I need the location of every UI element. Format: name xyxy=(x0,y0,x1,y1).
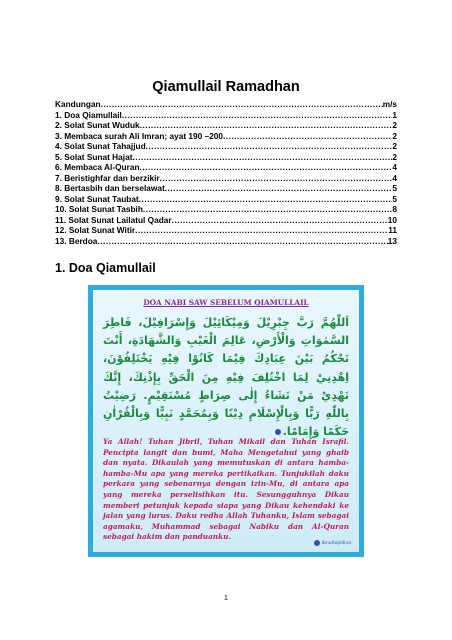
toc-page-number: 5 xyxy=(392,193,397,204)
page-number: 1 xyxy=(224,595,228,602)
toc-leader-dots xyxy=(172,215,388,226)
toc-leader-dots xyxy=(139,194,393,205)
toc-label: 13. Berdoa xyxy=(55,235,98,246)
toc-row[interactable] xyxy=(55,152,397,163)
toc-row[interactable] xyxy=(55,183,397,194)
logo-icon xyxy=(314,540,320,546)
toc-leader-dots xyxy=(160,173,393,184)
toc-label: 2. Solat Sunat Wuduk xyxy=(55,120,140,130)
toc-label: 5. Solat Sunat Hajat xyxy=(55,151,133,162)
toc-page-number: 5 xyxy=(392,183,397,193)
toc-page-number: 11 xyxy=(388,225,397,235)
toc-leader-dots xyxy=(135,225,388,236)
toc-leader-dots xyxy=(132,152,392,163)
toc-row[interactable] xyxy=(55,120,397,131)
toc-leader-dots xyxy=(140,162,393,173)
toc-page-number: 1 xyxy=(392,109,397,120)
toc-label: 3. Membaca surah Ali Imran; ayat 190 –200 xyxy=(55,130,224,141)
toc-label: 8. Bertasbih dan berselawat xyxy=(55,183,165,193)
toc-label: Kandungan xyxy=(55,99,101,109)
toc-leader-dots xyxy=(143,204,392,215)
toc-leader-dots xyxy=(101,99,383,110)
toc-row[interactable] xyxy=(55,131,397,142)
toc-row[interactable] xyxy=(55,110,397,121)
toc-label: 11. Solat Sunat Lailatul Qadar xyxy=(55,214,172,225)
toc-page-number: 4 xyxy=(392,172,397,183)
toc-label: 4. Solat Sunat Tahajjud xyxy=(55,141,146,151)
page-title: Qiamullail Ramadhan xyxy=(152,79,300,95)
toc-page-number: 10 xyxy=(387,214,397,225)
toc-row[interactable] xyxy=(55,204,397,215)
toc-row[interactable] xyxy=(55,141,397,152)
toc-row[interactable] xyxy=(55,225,397,236)
toc-leader-dots xyxy=(122,110,393,121)
toc-row[interactable] xyxy=(55,162,397,173)
verse-end-icon xyxy=(275,429,281,435)
toc-leader-dots xyxy=(140,120,393,131)
section-heading: 1. Doa Qiamullail xyxy=(55,261,156,275)
toc-leader-dots xyxy=(97,236,387,247)
toc-row[interactable] xyxy=(55,236,397,247)
toc-page-number: 2 xyxy=(392,120,397,130)
toc-header-row xyxy=(55,99,397,110)
toc-row[interactable] xyxy=(55,194,397,205)
table-of-contents xyxy=(55,99,397,246)
arabic-prayer-text xyxy=(103,314,349,441)
toc-label: 1. Doa Qiamullail xyxy=(55,109,122,120)
toc-label: 12. Solat Sunat Witir xyxy=(55,225,136,235)
toc-page-number: 8 xyxy=(392,204,397,214)
card-logo xyxy=(314,540,351,546)
toc-label: 6. Membaca Al-Quran xyxy=(55,162,140,172)
toc-page-number: 13 xyxy=(387,235,397,246)
logo-text: Ibnufaqidlina xyxy=(321,540,351,546)
toc-label: 9. Solat Sunat Taubat xyxy=(55,193,139,204)
toc-page-number: 2 xyxy=(392,141,397,151)
toc-row[interactable] xyxy=(55,173,397,184)
toc-page-number: 2 xyxy=(392,130,397,141)
toc-page-number: m/s xyxy=(382,99,397,109)
toc-leader-dots xyxy=(146,141,393,152)
toc-page-number: 2 xyxy=(392,151,397,162)
arabic-text: اَللّٰهُمَّ رَبَّ جِبْرِيْلَ وَمِيْكَائِيْلَ وَإِسْرَافِيْلَ، فَاطِرَ السَّمٰوَاتِ وَالْأَرْضِ، عَالِمَ الْغَيْبِ وَالشَّهَادَةِ، أَنْتَ تَحْكُمُ بَيْنَ عِبَادِكَ فِيْمَا كَانُوْا فِيْهِ يَخْتَلِفُوْنَ، اِهْدِنِيْ لِمَا اخْتُلِفَ فِيْهِ مِنَ الْحَقِّ بِإِذْنِكَ، إِنَّكَ تَهْدِيْ مَنْ تَشَاءُ إِلٰى صِرَاطٍ مُسْتَقِيْمٍ. رَضِيْتُ بِاللّٰهِ رَبًّا وَبِالْإِسْلَامِ دِيْنًا وَبِمُحَمَّدٍ نَبِيًّا وَبِالْقُرْاٰنِ حَكَمًا وَإِمَامًا. xyxy=(103,316,349,439)
toc-page-number: 4 xyxy=(392,162,397,172)
doa-title: DOA NABI SAW SEBELUM QIAMULLAIL xyxy=(143,298,309,307)
toc-label: 10. Solat Sunat Tasbih xyxy=(55,204,143,214)
toc-leader-dots xyxy=(165,183,393,194)
toc-leader-dots xyxy=(223,131,392,142)
toc-label: 7. Beristighfar dan berzikir xyxy=(55,172,160,183)
toc-row[interactable] xyxy=(55,215,397,226)
doa-image-card xyxy=(88,285,364,557)
malay-translation: Ya Allah! Tuhan Jibril, Tuhan Mikail dan Tuhan Israfil. Pencipta langit dan bumi, Maha Mengetahui yang ghaib dan nyata. Dikaulah yang memutuskan di antara hamba-hamba-Mu apa yang mereka pertikaikan. Tunjukilah daku perkara yang sebenarnya dengan izin-Mu, di antara apa yang mereka perselisihkan itu. Sesungguhnya Dikau memberi petunjuk kepada siapa yang Dikau kehendaki ke jalan yang lurus. Daku redha Allah Tuhanku, Islam sebagai agamaku, Muhammad sebagai Nabiku dan Al-Quran sebagai hakim dan panduanku. xyxy=(103,437,349,542)
